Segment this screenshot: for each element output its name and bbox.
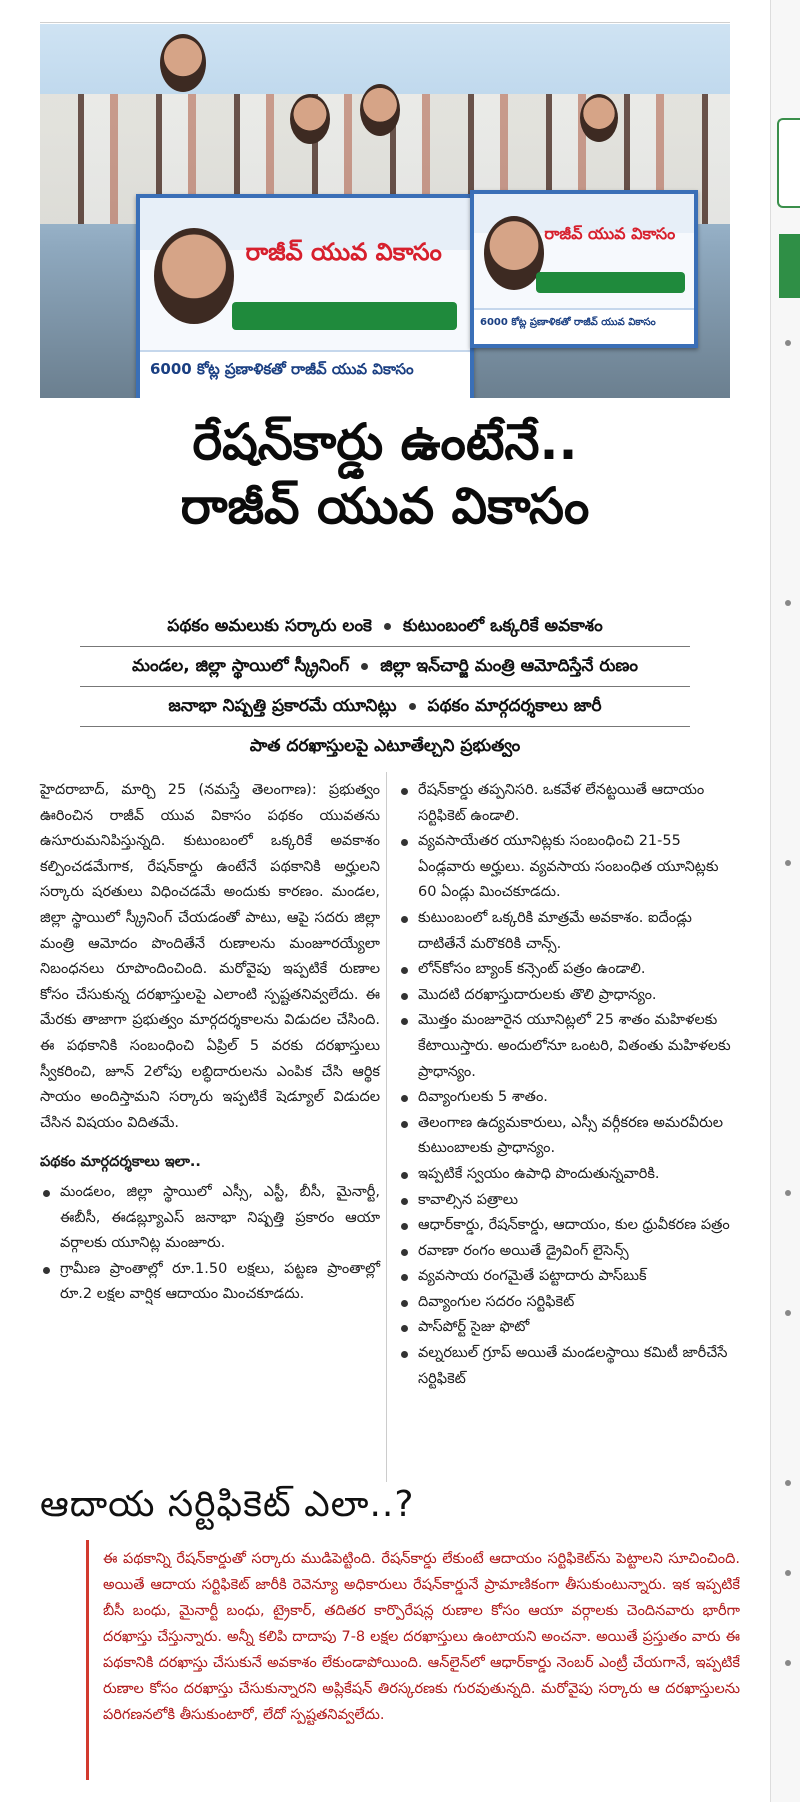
news-photo: [40, 24, 730, 398]
list-item: రేషన్‌కార్డు తప్పనిసరి. ఒకవేళ లేనట్టయితే ఆదాయం సర్టిఫికెట్ ఉండాలి.: [398, 778, 738, 829]
divider: [80, 646, 690, 647]
list-item: తెలంగాణ ఉద్యమకారులు, ఎస్సీ వర్గీకరణ అమరవీరుల కుటుంబాలకు ప్రాధాన్యం.: [398, 1111, 738, 1162]
banner-strip-text: 6000 కోట్ల ప్రణాళికతో రాజీవ్ యువ వికాసం: [474, 308, 694, 344]
divider: [80, 726, 690, 727]
list-item: మండలం, జిల్లా స్థాయిలో ఎస్సీ, ఎస్టీ, బీసీ, మైనార్టీ, ఈబీసీ, ఈడబ్ల్యూఎస్ జనాభా నిష్పత్తి ప్రకారం ఆయా వర్గాలకు యూనిట్ల మంజూరు.: [40, 1180, 380, 1257]
list-item: కుటుంబంలో ఒక్కరికి మాత్రమే అవకాశం. ఐదేండ్లు దాటితేనే మరొకరికి చాన్స్.: [398, 906, 738, 957]
subline-text: జిల్లా ఇన్‌చార్జి మంత్రి ఆమోదిస్తేనే రుణం: [380, 656, 638, 676]
subline-text: పథకం మార్గదర్శకాలు జారీ: [427, 696, 602, 716]
list-item: పాస్‌పోర్ట్ సైజు ఫొటో: [398, 1315, 738, 1341]
headline: [40, 410, 730, 538]
list-item: మొత్తం మంజూరైన యూనిట్లలో 25 శాతం మహిళలకు కేటాయిస్తారు. అందులోనూ ఒంటరి, వితంతు మహిళలకు ప్రాధాన్యం.: [398, 1008, 738, 1085]
guidelines-list: [40, 1180, 380, 1308]
article-body: హైదరాబాద్, మార్చి 25 (నమస్తే తెలంగాణ): ప్రభుత్వం ఊరించిన రాజీవ్ యువ వికాసం పథకం యువతను ఉసూరుమనిపిస్తున్నది. కుటుంబంలో ఒక్కరికే అవకాశం కల్పించడమేగాక, రేషన్‌కార్డు ఉంటేనే పథకానికి అర్హులని సర్కారు షరతులు విధించడమే అందుకు కారణం. మండల, జిల్లా స్థాయిలో స్క్రీనింగ్ చేయడంతో పాటు, ఆపై సదరు జిల్లా మంత్రి ఆమోదం పొందితేనే రుణాలను మంజూరయ్యేలా నిబంధనలు రూపొందించింది. మరోవైపు ఇప్పటికే రుణాల కోసం చేసుకున్న దరఖాస్తులపై ఎలాంటి స్పష్టతనివ్వలేదు. ఈ మేరకు తాజాగా ప్రభుత్వం మార్గదర్శకాలను విడుదల చేసింది. ఈ పథకానికి సంబంధించి ఏప్రిల్ 5 వరకు దరఖాస్తులు స్వీకరించి, జూన్ 2లోపు లబ్ధిదారులను ఎంపిక చేసి ఆర్థిక సాయం అందిస్తామని సర్కారు ఇప్పటికే షెడ్యూల్ విడుదల చేసిన విషయం విదితమే.: [40, 782, 380, 1131]
right-column: [398, 778, 738, 1392]
headline-line2: రాజీవ్ యువ వికాసం: [180, 477, 590, 535]
list-item: కావాల్సిన పత్రాలు: [398, 1188, 738, 1214]
list-item: వ్యవసాయేతర యూనిట్లకు సంబంధించి 21-55 ఏండ్లవారు అర్హులు. వ్యవసాయ సంబంధిత యూనిట్లకు 60 ఏండ్లు మించకూడదు.: [398, 829, 738, 906]
list-item: దివ్యాంగులకు 5 శాతం.: [398, 1085, 738, 1111]
list-item: వ్యవసాయ రంగమైతే పట్టాదారు పాస్‌బుక్: [398, 1264, 738, 1290]
bullet-dot-icon: [785, 1660, 791, 1666]
list-item: దివ్యాంగుల సదరం సర్టిఫికెట్: [398, 1290, 738, 1316]
person-face: [160, 34, 206, 92]
banner-title: రాజీవ్ యువ వికాసం: [245, 238, 442, 266]
bullet-dot-icon: [785, 1310, 791, 1316]
bullet-dot-icon: [785, 1480, 791, 1486]
left-column: [40, 778, 380, 1308]
list-item: వల్నరబుల్ గ్రూప్ అయితే మండలస్థాయి కమిటీ జారీచేసే సర్టిఫికెట్: [398, 1341, 738, 1392]
list-item: లోన్‌కోసం బ్యాంక్ కన్సెంట్ పత్రం ఉండాలి.: [398, 957, 738, 983]
list-item: ఇప్పటికే స్వయం ఉపాధి పొందుతున్నవారికి.: [398, 1162, 738, 1188]
list-item: రవాణా రంగం అయితే డ్రైవింగ్ లైసెన్స్: [398, 1239, 738, 1265]
guidelines-heading: పథకం మార్గదర్శకాలు ఇలా..: [40, 1154, 201, 1171]
scheme-banner-right: [470, 190, 698, 348]
subline-text: జనాభా నిష్పత్తి ప్రకారమే యూనిట్లు: [168, 696, 397, 716]
bullet-dot-icon: [384, 623, 391, 630]
subline-3: [40, 696, 730, 720]
subline-text: పథకం అమలుకు సర్కారు లంకె: [167, 616, 372, 636]
bullet-dot-icon: [785, 1190, 791, 1196]
subline-text: కుటుంబంలో ఒక్కరికే అవకాశం: [402, 616, 603, 636]
list-item: మొదటి దరఖాస్తుదారులకు తొలి ప్రాధాన్యం.: [398, 983, 738, 1009]
right-edge-strip: [770, 0, 800, 1802]
top-rule: [40, 0, 730, 23]
banner-title: రాజీవ్ యువ వికాసం: [544, 224, 676, 243]
document-icon: [777, 118, 800, 208]
list-item: గ్రామీణ ప్రాంతాల్లో రూ.1.50 లక్షలు, పట్టణ ప్రాంతాల్లో రూ.2 లక్షల వార్షిక ఆదాయం మించకూడదు.: [40, 1257, 380, 1308]
person-face: [360, 84, 400, 136]
banner-strip-text: 6000 కోట్ల ప్రణాళికతో రాజీవ్ యువ వికాసం: [140, 350, 470, 398]
green-tab: [779, 234, 800, 298]
bullet-dot-icon: [785, 340, 791, 346]
subline-4: పాత దరఖాస్తులపై ఎటూతేల్చని ప్రభుత్వం: [249, 736, 521, 756]
bullet-dot-icon: [785, 600, 791, 606]
person-face: [290, 94, 330, 144]
income-certificate-box: ఈ పథకాన్ని రేషన్‌కార్డుతో సర్కారు ముడిపెట్టింది. రేషన్‌కార్డు లేకుంటే ఆదాయం సర్టిఫికెట్‌ను పెట్టాలని సూచించింది. అయితే ఆదాయ సర్టిఫికెట్ జారీకి రెవెన్యూ అధికారులు రేషన్‌కార్డునే ప్రామాణికంగా తీసుకుంటున్నారు. ఇక ఇప్పటికే బీసీ బంధు, మైనార్టీ బంధు, ట్రైకార్, తదితర కార్పొరేషన్ల రుణాల కోసం ఆయా వర్గాలకు చెందినవారు భారీగా దరఖాస్తు చేస్తున్నారు. అన్నీ కలిపి దాదాపు 7-8 లక్షల దరఖాస్తులు ఉంటాయని అంచనా. అయితే ప్రస్తుతం వారు ఈ పథకానికి దరఖాస్తు చేసుకునే అవకాశం లేకుండాపోయింది. ఆన్‌లైన్‌లో ఆధార్‌కార్డు నెంబర్ ఎంట్రీ చేయగానే, ఇప్పటికే రుణాల కోసం దరఖాస్తు చేసుకున్నారని అప్లికేషన్ తిరస్కరణకు గురవుతున్నది. మరోవైపు సర్కారు ఆ దరఖాస్తులను పరిగణనలోకి తీసుకుంటారో, లేదో స్పష్టతనివ్వలేదు.: [86, 1540, 746, 1780]
person-face: [580, 94, 618, 142]
banner-portrait: [154, 228, 234, 324]
section-heading: ఆదాయ సర్టిఫికెట్ ఎలా..?: [40, 1484, 415, 1525]
bullet-dot-icon: [785, 860, 791, 866]
subline-2: [40, 656, 730, 680]
scheme-banner-left: [136, 194, 474, 398]
list-item: ఆధార్‌కార్డు, రేషన్‌కార్డు, ఆదాయం, కుల ధ్రువీకరణ పత్రం: [398, 1213, 738, 1239]
bullet-dot-icon: [361, 663, 368, 670]
eligibility-list: [398, 778, 738, 1392]
subline-1: [40, 616, 730, 640]
bullet-dot-icon: [785, 1570, 791, 1576]
divider: [80, 686, 690, 687]
headline-line1: రేషన్‌కార్డు ఉంటేనే..: [192, 413, 578, 471]
bullet-dot-icon: [409, 703, 416, 710]
column-divider: [386, 772, 387, 1482]
subline-text: మండల, జిల్లా స్థాయిలో స్క్రీనింగ్: [132, 656, 350, 676]
